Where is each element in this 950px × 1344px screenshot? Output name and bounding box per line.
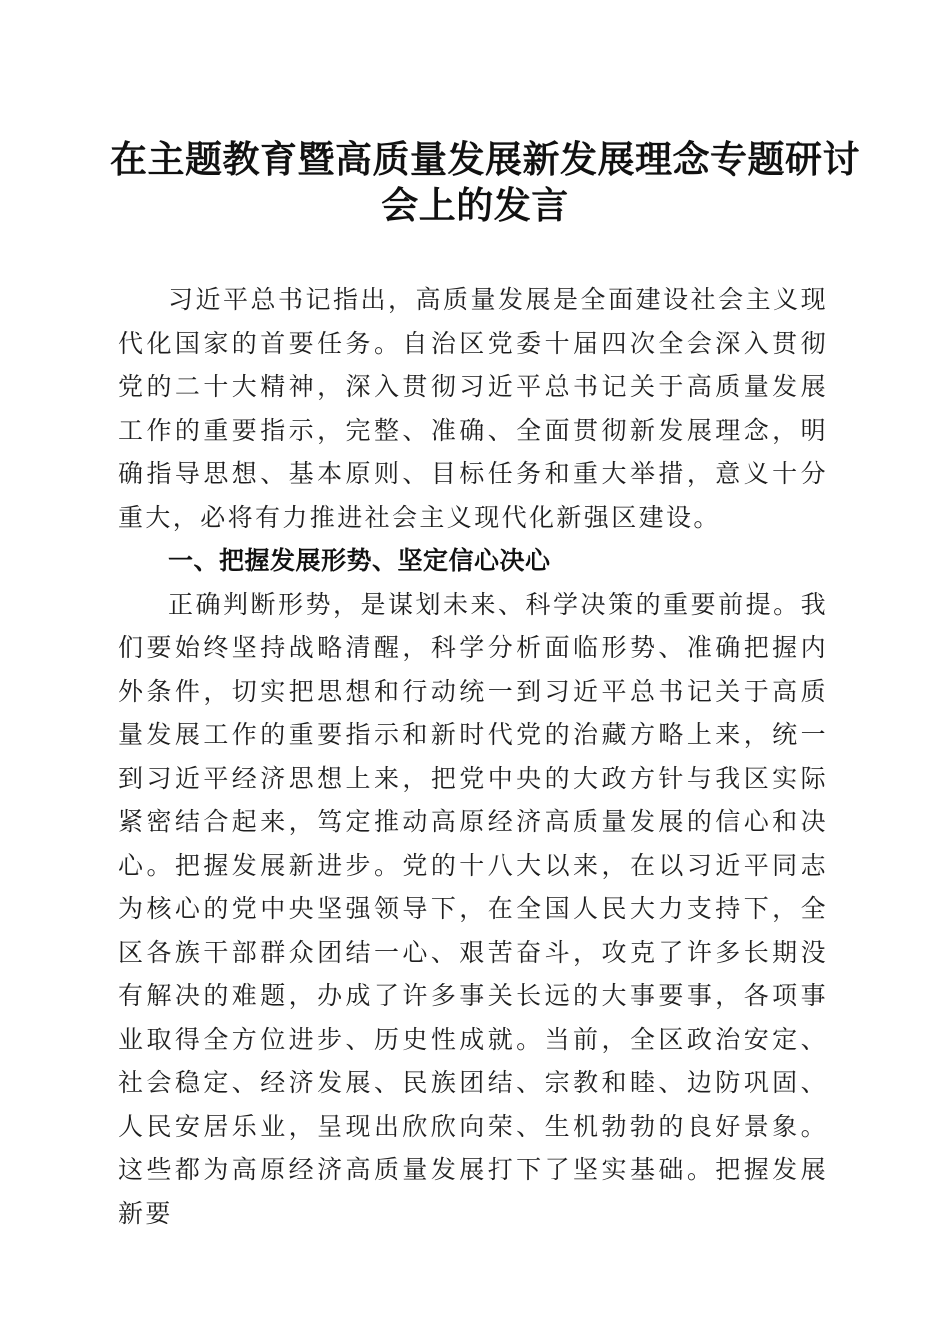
- intro-paragraph: 习近平总书记指出，高质量发展是全面建设社会主义现代化国家的首要任务。自治区党委十届四次全会深入贯彻党的二十大精神，深入贯彻习近平总书记关于高质量发展工作的重要指示，完整、准确、全面贯彻新发展理念，明确指导思想、基本原则、目标任务和重大举措，意义十分重大，必将有力推进社会主义现代化新强区建设。: [118, 285, 828, 532]
- document-body: [118, 278, 828, 1235]
- document-title: [110, 136, 860, 228]
- section-heading-1: 一、把握发展形势、坚定信心决心: [168, 546, 551, 575]
- document-title-line-1: 在主题教育暨高质量发展新发展理念专题研讨: [110, 137, 860, 181]
- document-title-line-2: 会上的发言: [381, 183, 569, 227]
- section-1-paragraph: 正确判断形势，是谋划未来、科学决策的重要前提。我们要始终坚持战略清醒，科学分析面临形势、准确把握内外条件，切实把思想和行动统一到习近平总书记关于高质量发展工作的重要指示和新时代党的治藏方略上来，统一到习近平经济思想上来，把党中央的大政方针与我区实际紧密结合起来，笃定推动高原经济高质量发展的信心和决心。把握发展新进步。党的十八大以来，在以习近平同志为核心的党中央坚强领导下，在全国人民大力支持下，全区各族干部群众团结一心、艰苦奋斗，攻克了许多长期没有解决的难题，办成了许多事关长远的大事要事，各项事业取得全方位进步、历史性成就。当前，全区政治安定、社会稳定、经济发展、民族团结、宗教和睦、边防巩固、人民安居乐业，呈现出欣欣向荣、生机勃勃的良好景象。这些都为高原经济高质量发展打下了坚实基础。把握发展新要: [118, 589, 828, 1228]
